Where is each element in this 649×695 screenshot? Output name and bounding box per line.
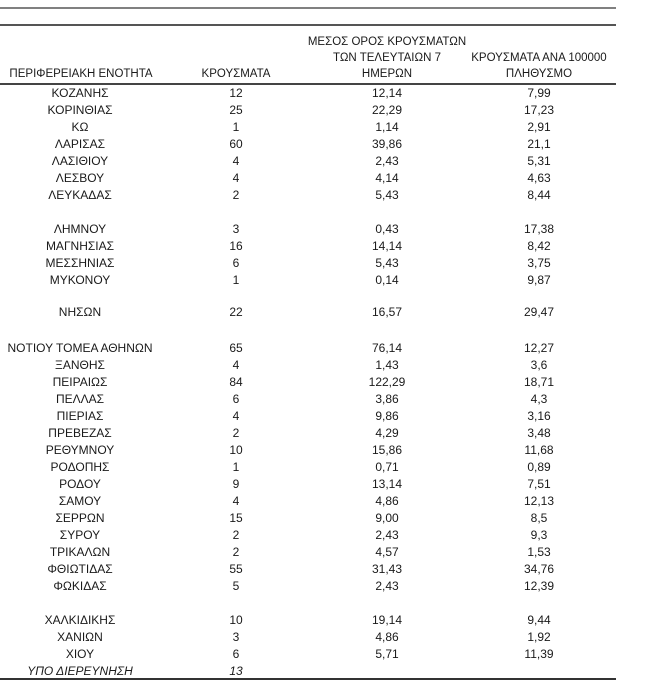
cell-cases: 4 — [232, 358, 240, 372]
cell-per100k: 3,6 — [530, 358, 548, 372]
cell-avg7: 9,86 — [375, 409, 399, 423]
cell-cases: 22 — [229, 305, 243, 319]
cell-region: ΧΑΛΚΙΔΙΚΗΣ — [44, 613, 116, 627]
cell-cases: 4 — [232, 409, 240, 423]
cell-per100k: 3,16 — [527, 409, 551, 423]
cell-avg7: 2,43 — [375, 154, 399, 168]
cell-avg7: 4,86 — [375, 630, 399, 644]
cell-avg7: 2,43 — [375, 579, 399, 593]
cell-cases: 12 — [229, 86, 243, 100]
header-avg7-line3: ΗΜΕΡΩΝ — [361, 68, 413, 80]
cell-cases: 3 — [232, 222, 240, 236]
table-row — [0, 255, 620, 272]
cell-region: ΝΟΤΙΟΥ ΤΟΜΕΑ ΑΘΗΝΩΝ — [7, 341, 153, 355]
cell-per100k: 2,91 — [527, 120, 551, 134]
cell-per100k: 18,71 — [523, 375, 555, 389]
header-region: ΠΕΡΙΦΕΡΕΙΑΚΗ ΕΝΟΤΗΤΑ — [9, 68, 153, 80]
cell-cases: 6 — [232, 647, 240, 661]
table-row — [0, 85, 620, 102]
cell-per100k: 8,44 — [527, 188, 551, 202]
footer-cases: 13 — [229, 664, 243, 678]
cell-per100k: 1,92 — [527, 630, 551, 644]
table-row — [0, 578, 620, 595]
cell-cases: 10 — [229, 443, 243, 457]
cell-avg7: 5,43 — [375, 188, 399, 202]
cell-region: ΛΕΣΒΟΥ — [55, 171, 105, 185]
cell-per100k: 8,5 — [530, 511, 548, 525]
table-row — [0, 304, 620, 321]
bottom-rule — [0, 678, 616, 680]
table-row — [0, 187, 620, 204]
cell-cases: 25 — [229, 103, 243, 117]
table-row — [0, 612, 620, 629]
cell-avg7: 16,57 — [371, 305, 403, 319]
cell-region: ΝΗΣΩΝ — [58, 305, 102, 319]
table-row — [0, 357, 620, 374]
cell-region: ΜΑΓΝΗΣΙΑΣ — [45, 239, 115, 253]
cell-per100k: 1,53 — [527, 545, 551, 559]
cell-region: ΠΙΕΡΙΑΣ — [56, 409, 104, 423]
table-row — [0, 544, 620, 561]
cell-cases: 84 — [229, 375, 243, 389]
cell-avg7: 4,29 — [375, 426, 399, 440]
header-per100k-line1: ΚΡΟΥΣΜΑΤΑ ΑΝΑ 100000 — [471, 52, 607, 64]
table-row — [0, 153, 620, 170]
cell-cases: 1 — [232, 460, 240, 474]
cell-cases: 4 — [232, 171, 240, 185]
cell-avg7: 1,14 — [375, 120, 399, 134]
cell-per100k: 0,89 — [527, 460, 551, 474]
cell-per100k: 34,76 — [523, 562, 555, 576]
cell-region: ΠΕΛΛΑΣ — [55, 392, 105, 406]
table-row — [0, 476, 620, 493]
cell-cases: 55 — [229, 562, 243, 576]
table-row — [0, 102, 620, 119]
cell-per100k: 17,23 — [523, 103, 555, 117]
cell-cases: 65 — [229, 341, 243, 355]
cell-avg7: 14,14 — [371, 239, 403, 253]
cell-cases: 16 — [229, 239, 243, 253]
cell-avg7: 2,43 — [375, 528, 399, 542]
cell-per100k: 29,47 — [523, 305, 555, 319]
table-row — [0, 425, 620, 442]
cell-avg7: 0,43 — [375, 222, 399, 236]
table-row — [0, 391, 620, 408]
cell-avg7: 39,86 — [371, 137, 403, 151]
cell-region: ΠΡΕΒΕΖΑΣ — [48, 426, 112, 440]
cell-region: ΣΕΡΡΩΝ — [55, 511, 105, 525]
cell-cases: 4 — [232, 494, 240, 508]
cell-avg7: 12,14 — [371, 86, 403, 100]
cell-cases: 3 — [232, 630, 240, 644]
cell-region: ΣΑΜΟΥ — [58, 494, 102, 508]
cell-per100k: 9,44 — [527, 613, 551, 627]
cell-avg7: 122,29 — [368, 375, 406, 389]
cell-region: ΦΩΚΙΔΑΣ — [53, 579, 107, 593]
cell-region: ΚΩ — [71, 120, 89, 134]
cell-avg7: 76,14 — [371, 341, 403, 355]
cell-region: ΧΑΝΙΩΝ — [57, 630, 103, 644]
cell-cases: 10 — [229, 613, 243, 627]
table-row — [0, 442, 620, 459]
cell-per100k: 3,75 — [527, 256, 551, 270]
cell-cases: 4 — [232, 154, 240, 168]
cell-region: ΚΟΖΑΝΗΣ — [51, 86, 109, 100]
cell-cases: 2 — [232, 545, 240, 559]
cell-avg7: 19,14 — [371, 613, 403, 627]
cell-per100k: 5,31 — [527, 154, 551, 168]
cell-region: ΧΙΟΥ — [65, 647, 95, 661]
cell-avg7: 31,43 — [371, 562, 403, 576]
table-row — [0, 272, 620, 289]
table-row — [0, 561, 620, 578]
cell-region: ΡΟΔΟΠΗΣ — [50, 460, 110, 474]
header-per100k-line2: ΠΛΗΘΥΣΜΟ — [505, 68, 573, 80]
cell-cases: 2 — [232, 188, 240, 202]
cell-cases: 5 — [232, 579, 240, 593]
cell-per100k: 3,48 — [527, 426, 551, 440]
table-row — [0, 646, 620, 663]
table-row — [0, 374, 620, 391]
cell-avg7: 5,43 — [375, 256, 399, 270]
table-row — [0, 527, 620, 544]
cell-per100k: 11,68 — [524, 443, 554, 457]
cell-cases: 1 — [232, 120, 240, 134]
table-row — [0, 119, 620, 136]
table-row — [0, 408, 620, 425]
cell-region: ΛΑΡΙΣΑΣ — [54, 137, 106, 151]
cell-region: ΛΗΜΝΟΥ — [53, 222, 107, 236]
cell-cases: 6 — [232, 256, 240, 270]
cell-region: ΤΡΙΚΑΛΩΝ — [49, 545, 111, 559]
cell-region: ΠΕΙΡΑΙΩΣ — [52, 375, 108, 389]
cell-avg7: 3,86 — [375, 392, 399, 406]
cell-cases: 2 — [232, 528, 240, 542]
cell-region: ΛΕΥΚΑΔΑΣ — [48, 188, 112, 202]
cell-per100k: 9,87 — [527, 273, 551, 287]
header-cases: ΚΡΟΥΣΜΑΤΑ — [201, 68, 271, 80]
table-row — [0, 136, 620, 153]
cell-cases: 1 — [232, 273, 240, 287]
cell-cases: 2 — [232, 426, 240, 440]
cell-per100k: 4,3 — [530, 392, 548, 406]
table-row — [0, 629, 620, 646]
header-avg7-line2: ΤΩΝ ΤΕΛΕΥΤΑΙΩΝ 7 — [333, 52, 441, 64]
cell-avg7: 13,14 — [371, 477, 403, 491]
cell-per100k: 11,39 — [524, 647, 554, 661]
cell-avg7: 22,29 — [371, 103, 403, 117]
table-row — [0, 510, 620, 527]
table-row — [0, 493, 620, 510]
cell-per100k: 21,1 — [527, 137, 551, 151]
cell-per100k: 12,13 — [523, 494, 555, 508]
cell-region: ΚΟΡΙΝΘΙΑΣ — [47, 103, 113, 117]
table-row — [0, 170, 620, 187]
table-row — [0, 221, 620, 238]
cell-avg7: 5,71 — [375, 647, 399, 661]
cell-region: ΛΑΣΙΘΙΟΥ — [51, 154, 109, 168]
cell-avg7: 1,43 — [375, 358, 399, 372]
cell-region: ΜΕΣΣΗΝΙΑΣ — [45, 256, 115, 270]
cell-per100k: 4,63 — [527, 171, 551, 185]
cell-avg7: 9,00 — [375, 511, 399, 525]
cell-per100k: 7,99 — [527, 86, 551, 100]
cell-avg7: 0,71 — [375, 460, 399, 474]
table-row — [0, 340, 620, 357]
cell-per100k: 8,42 — [527, 239, 551, 253]
cell-per100k: 12,39 — [523, 579, 555, 593]
cell-cases: 9 — [232, 477, 240, 491]
cell-avg7: 4,57 — [375, 545, 399, 559]
cell-region: ΦΘΙΩΤΙΔΑΣ — [47, 562, 113, 576]
cell-cases: 60 — [229, 137, 243, 151]
cell-per100k: 17,38 — [523, 222, 555, 236]
cell-cases: 6 — [232, 392, 240, 406]
cell-per100k: 9,3 — [530, 528, 548, 542]
cell-per100k: 7,51 — [527, 477, 551, 491]
cell-region: ΡΕΘΥΜΝΟΥ — [45, 443, 115, 457]
table-row — [0, 238, 620, 255]
table-row — [0, 459, 620, 476]
cell-region: ΣΥΡΟΥ — [59, 528, 101, 542]
cell-avg7: 15,86 — [371, 443, 403, 457]
cell-region: ΞΑΝΘΗΣ — [55, 358, 105, 372]
footer-region: ΥΠΟ ΔΙΕΡΕΥΝΗΣΗ — [27, 664, 133, 678]
cell-avg7: 0,14 — [375, 273, 399, 287]
cell-per100k: 12,27 — [523, 341, 555, 355]
cell-region: ΜΥΚΟΝΟΥ — [49, 273, 111, 287]
cell-cases: 15 — [229, 511, 243, 525]
cell-avg7: 4,86 — [375, 494, 399, 508]
header-avg7-line1: ΜΕΣΟΣ ΟΡΟΣ ΚΡΟΥΣΜΑΤΩΝ — [307, 36, 467, 48]
cell-avg7: 4,14 — [375, 171, 399, 185]
cell-region: ΡΟΔΟΥ — [59, 477, 101, 491]
